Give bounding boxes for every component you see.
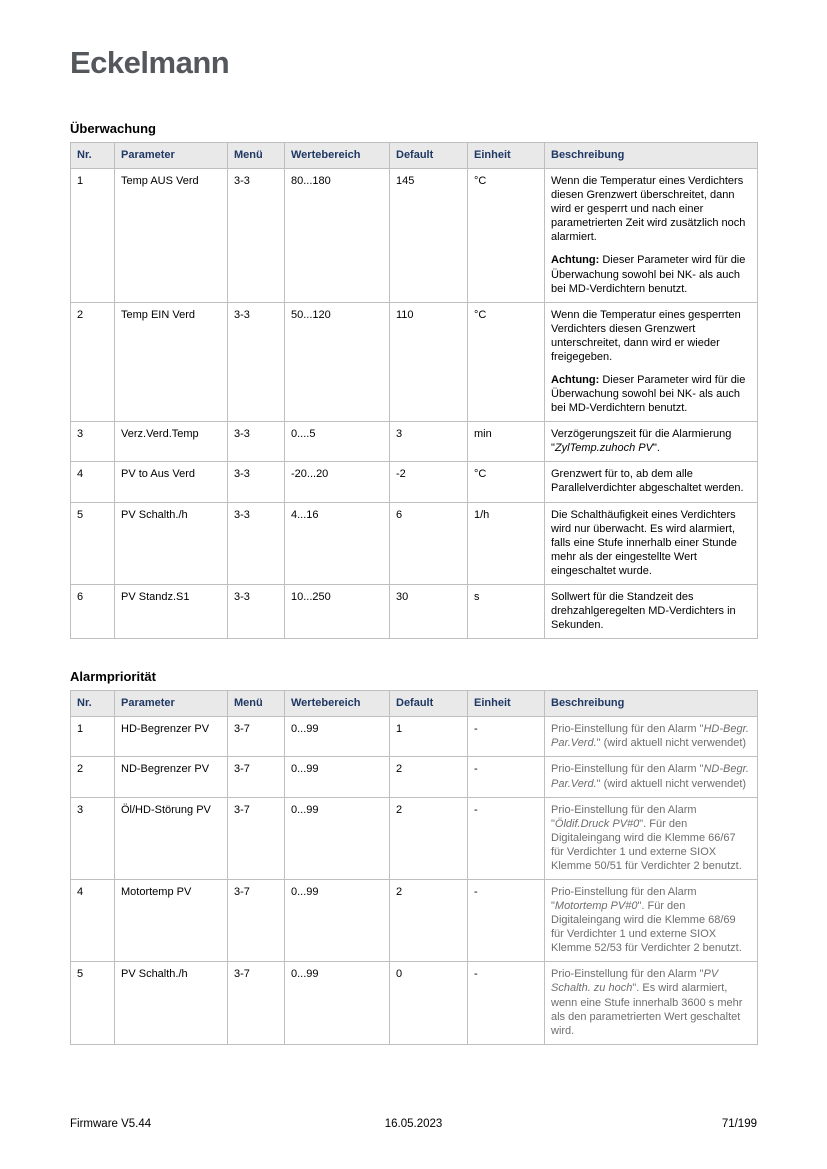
table-row (71, 879, 758, 961)
cell-parameter: PV Schalth./h (115, 502, 228, 584)
cell-einheit: - (468, 962, 545, 1044)
column-header: Parameter (115, 143, 228, 169)
cell-einheit: 1/h (468, 502, 545, 584)
cell-parameter: Motortemp PV (115, 879, 228, 961)
cell-nr: 1 (71, 717, 115, 757)
cell-beschreibung (545, 797, 758, 879)
cell-wertebereich: 0...99 (285, 962, 390, 1044)
cell-beschreibung (545, 169, 758, 303)
description-text: Prio-Einstellung für den Alarm " (551, 968, 704, 981)
description-text: ". Es wird alarmiert, wenn eine Stufe innerhalb 3600 s mehr als den parametrierten Wert geschaltet wird. (551, 982, 743, 1037)
cell-nr: 5 (71, 502, 115, 584)
cell-beschreibung (545, 422, 758, 462)
cell-einheit: - (468, 879, 545, 961)
cell-einheit: s (468, 584, 545, 638)
description-text: Wenn die Temperatur eines Verdichters diesen Grenzwert überschreitet, dann wird er gesperrt und nach einer parametrierten Zeit wird zusätzlich noch alarmiert. (551, 175, 746, 244)
cell-menue: 3-3 (228, 169, 285, 303)
cell-einheit: °C (468, 302, 545, 422)
description-text: PV Schalth. zu hoch (551, 968, 719, 995)
description-text: Öldif.Druck PV#0 (554, 817, 640, 830)
cell-beschreibung (545, 962, 758, 1044)
description-text: ". Für den Digitaleingang wird die Klemme 68/69 für Verdichter 1 und externe SIOX Klemme 52/53 für Verdichter 2 benutzt. (551, 900, 742, 955)
cell-nr: 2 (71, 757, 115, 797)
column-header: Nr. (71, 691, 115, 717)
column-header: Einheit (468, 691, 545, 717)
cell-nr: 3 (71, 422, 115, 462)
table-row (71, 717, 758, 757)
cell-beschreibung (545, 502, 758, 584)
cell-default: 145 (390, 169, 468, 303)
cell-einheit: min (468, 422, 545, 462)
column-header: Wertebereich (285, 691, 390, 717)
description-text: Grenzwert für to, ab dem alle Parallelverdichter abgeschaltet werden. (551, 468, 744, 495)
table-row (71, 302, 758, 422)
cell-default: 2 (390, 797, 468, 879)
cell-beschreibung (545, 757, 758, 797)
cell-parameter: PV to Aus Verd (115, 462, 228, 502)
column-header: Wertebereich (285, 143, 390, 169)
footer-page-number: 71/199 (721, 1118, 757, 1130)
cell-nr: 5 (71, 962, 115, 1044)
cell-default: 30 (390, 584, 468, 638)
column-header: Einheit (468, 143, 545, 169)
cell-menue: 3-3 (228, 302, 285, 422)
description-text: ND-Begr. Par.Verd. (551, 763, 749, 790)
cell-nr: 4 (71, 462, 115, 502)
cell-menue: 3-7 (228, 717, 285, 757)
description-text: Sollwert für die Standzeit des drehzahlgeregelten MD-Verdichters in Sekunden. (551, 590, 736, 632)
cell-parameter: Temp EIN Verd (115, 302, 228, 422)
cell-wertebereich: 10...250 (285, 584, 390, 638)
cell-parameter: ND-Begrenzer PV (115, 757, 228, 797)
description-text: Dieser Parameter wird für die Überwachung sowohl bei NK- als auch bei MD-Verdichtern benutzt. (551, 254, 746, 295)
table-header-row (71, 691, 758, 717)
cell-beschreibung (545, 462, 758, 502)
cell-parameter: HD-Begrenzer PV (115, 717, 228, 757)
column-header: Parameter (115, 691, 228, 717)
table-row (71, 422, 758, 462)
table-row (71, 962, 758, 1044)
cell-parameter: Verz.Verd.Temp (115, 422, 228, 462)
cell-parameter: Temp AUS Verd (115, 169, 228, 303)
cell-parameter: PV Standz.S1 (115, 584, 228, 638)
cell-default: 2 (390, 879, 468, 961)
cell-nr: 2 (71, 302, 115, 422)
cell-menue: 3-3 (228, 584, 285, 638)
table-row (71, 169, 758, 303)
cell-einheit: - (468, 797, 545, 879)
description-text: ZylTemp.zuhoch PV (554, 442, 653, 455)
description-text: HD-Begr. Par.Verd. (551, 723, 749, 750)
cell-wertebereich: 0...99 (285, 717, 390, 757)
cell-parameter: Öl/HD-Störung PV (115, 797, 228, 879)
cell-menue: 3-7 (228, 757, 285, 797)
cell-beschreibung (545, 584, 758, 638)
column-header: Beschreibung (545, 143, 758, 169)
cell-menue: 3-3 (228, 422, 285, 462)
table-row (71, 502, 758, 584)
cell-menue: 3-3 (228, 502, 285, 584)
description-text: Achtung: (551, 254, 600, 267)
cell-wertebereich: 0....5 (285, 422, 390, 462)
cell-beschreibung (545, 717, 758, 757)
description-text: Prio-Einstellung für den Alarm " (551, 803, 697, 830)
cell-einheit: - (468, 757, 545, 797)
cell-nr: 6 (71, 584, 115, 638)
description-text: Die Schalthäufigkeit eines Verdichters wird nur überwacht. Es wird alarmiert, falls eine Stufe innerhalb einer Stunde mehr als der eingestellte Wert eingeschaltet wurde. (551, 508, 737, 577)
cell-wertebereich: 0...99 (285, 757, 390, 797)
description-text: Achtung: (551, 374, 600, 387)
description-text: " (wird aktuell nicht verwendet) (596, 777, 747, 790)
cell-parameter: PV Schalth./h (115, 962, 228, 1044)
description-text: Motortemp PV#0 (554, 900, 638, 913)
cell-wertebereich: 4...16 (285, 502, 390, 584)
description-text: Wenn die Temperatur eines gesperrten Verdichters diesen Grenzwert unterschreitet, dann wird er wieder freigegeben. (551, 308, 741, 363)
cell-wertebereich: 0...99 (285, 797, 390, 879)
description-text: " (wird aktuell nicht verwendet) (596, 737, 747, 750)
table-row (71, 757, 758, 797)
table-header-row (71, 143, 758, 169)
cell-nr: 4 (71, 879, 115, 961)
description-text: Dieser Parameter wird für die Überwachung sowohl bei NK- als auch bei MD-Verdichtern benutzt. (551, 374, 746, 415)
footer-date: 16.05.2023 (384, 1118, 443, 1130)
column-header: Default (390, 143, 468, 169)
cell-einheit: °C (468, 169, 545, 303)
description-text: Prio-Einstellung für den Alarm " (551, 723, 704, 736)
cell-wertebereich: -20...20 (285, 462, 390, 502)
column-header: Default (390, 691, 468, 717)
description-text: Prio-Einstellung für den Alarm " (551, 885, 697, 913)
cell-menue: 3-7 (228, 962, 285, 1044)
column-header: Beschreibung (545, 691, 758, 717)
cell-default: 0 (390, 962, 468, 1044)
description-text: Prio-Einstellung für den Alarm " (551, 763, 704, 776)
cell-default: 3 (390, 422, 468, 462)
section-title: Alarmpriorität (70, 669, 156, 685)
cell-default: 1 (390, 717, 468, 757)
cell-menue: 3-7 (228, 797, 285, 879)
cell-default: 110 (390, 302, 468, 422)
cell-beschreibung (545, 302, 758, 422)
description-text: Verzögerungszeit für die Alarmierung " (551, 428, 732, 455)
cell-default: 6 (390, 502, 468, 584)
description-text: ". (652, 442, 660, 455)
column-header: Menü (228, 143, 285, 169)
table-row (71, 797, 758, 879)
column-header: Menü (228, 691, 285, 717)
section-title: Überwachung (70, 121, 156, 136)
section-alarmprioritaet (70, 669, 757, 1045)
section-ueberwachung (70, 121, 757, 639)
cell-nr: 3 (71, 797, 115, 879)
cell-menue: 3-3 (228, 462, 285, 502)
cell-einheit: °C (468, 462, 545, 502)
description-text: ". Für den Digitaleingang wird die Klemme 66/67 für Verdichter 1 und externe SIOX Klemme 50/51 für Verdichter 2 benutzt. (551, 817, 742, 872)
cell-wertebereich: 0...99 (285, 879, 390, 961)
cell-einheit: - (468, 717, 545, 757)
cell-default: -2 (390, 462, 468, 502)
cell-nr: 1 (71, 169, 115, 303)
table-row (71, 462, 758, 502)
cell-wertebereich: 50...120 (285, 302, 390, 422)
parameter-table (70, 690, 758, 1045)
cell-default: 2 (390, 757, 468, 797)
footer-firmware-version: Firmware V5.44 (70, 1118, 152, 1130)
column-header: Nr. (71, 143, 115, 169)
eckelmann-logo: Eckelmann (70, 45, 230, 80)
parameter-table (70, 142, 758, 639)
cell-menue: 3-7 (228, 879, 285, 961)
cell-wertebereich: 80...180 (285, 169, 390, 303)
table-row (71, 584, 758, 638)
footer (70, 1118, 757, 1130)
cell-beschreibung (545, 879, 758, 961)
